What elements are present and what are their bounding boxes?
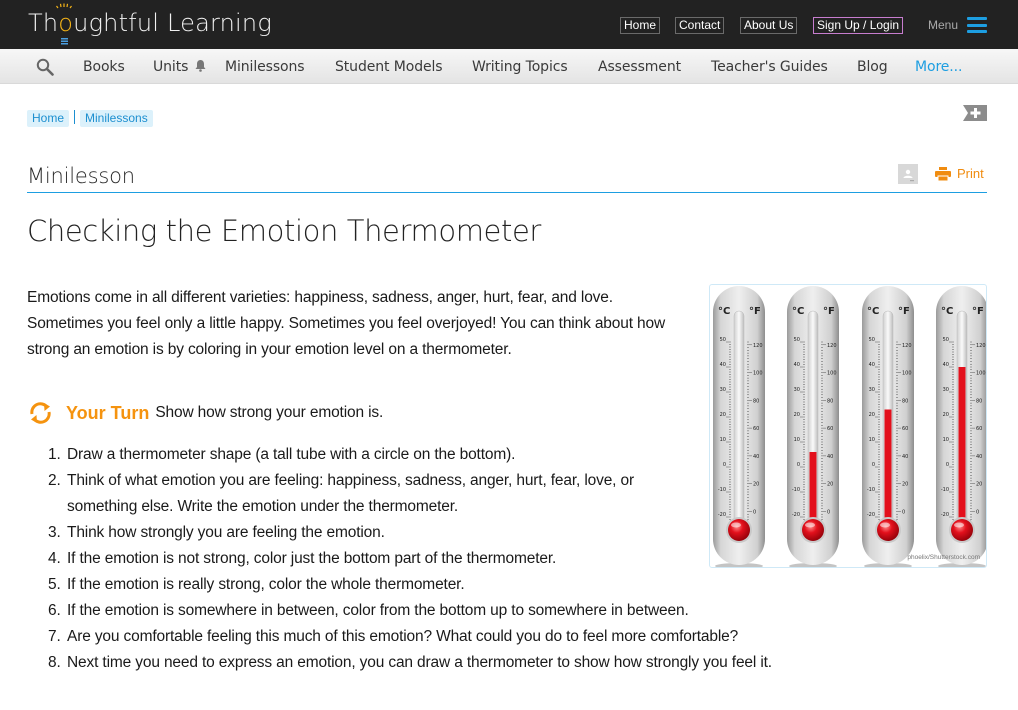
step-item: 7. Are you comfortable feeling this much of this emotion? What could you do to feel more comfortable? <box>48 628 739 645</box>
add-bookmark-icon[interactable] <box>963 105 987 121</box>
svg-text:80: 80 <box>902 398 909 405</box>
svg-text:40: 40 <box>793 362 800 368</box>
svg-text:10: 10 <box>793 437 800 443</box>
svg-text:40: 40 <box>868 362 875 368</box>
breadcrumb-home[interactable]: Home <box>27 110 69 127</box>
lightbulb-icon: o <box>58 9 73 37</box>
light-rays-icon <box>56 3 72 9</box>
svg-text:-10: -10 <box>940 487 949 493</box>
nav-item-student-models[interactable]: Student Models <box>335 59 443 75</box>
svg-text:30: 30 <box>719 387 726 393</box>
step-item: 8. Next time you need to express an emotion, you can draw a thermometer to show how strongly you feel it. <box>48 654 772 671</box>
svg-text:60: 60 <box>902 426 909 433</box>
svg-text:°F: °F <box>972 306 984 317</box>
svg-text:0: 0 <box>945 462 949 468</box>
svg-text:20: 20 <box>976 481 983 488</box>
svg-text:0: 0 <box>722 462 726 468</box>
nav-item-teachers-guides[interactable]: Teacher's Guides <box>711 59 828 75</box>
svg-text:0: 0 <box>871 462 875 468</box>
svg-text:40: 40 <box>827 453 834 460</box>
image-credit: phoelix/Shutterstock.com <box>907 554 980 561</box>
svg-text:-10: -10 <box>791 487 800 493</box>
svg-text:30: 30 <box>793 387 800 393</box>
printer-icon <box>935 167 951 181</box>
step-item: 2. Think of what emotion you are feeling: happiness, sadness, anger, hurt, fear, love, or something else. Write the emotion under the thermometer. <box>48 472 634 515</box>
svg-text:40: 40 <box>942 362 949 368</box>
nav-item-assessment[interactable]: Assessment <box>598 59 681 75</box>
svg-text:20: 20 <box>793 412 800 418</box>
svg-text:-10: -10 <box>866 487 875 493</box>
svg-text:°C: °C <box>867 306 880 317</box>
svg-text:20: 20 <box>827 481 834 488</box>
your-turn-callout <box>27 402 383 424</box>
thermometer-3 <box>862 286 914 568</box>
svg-text:0: 0 <box>796 462 800 468</box>
svg-text:50: 50 <box>868 337 875 343</box>
your-turn-prompt: Show how strong your emotion is. <box>155 404 384 421</box>
intro-paragraph: Emotions come in all different varieties: happiness, sadness, anger, hurt, fear, and love. Sometimes you feel only a little happy. Sometimes you feel overjoyed! You can think about how strong an emotion is by coloring in your emotion level on a thermometer. <box>27 289 666 358</box>
page-heading: Checking the Emotion Thermometer <box>27 214 541 248</box>
section-title: Minilesson <box>27 164 135 188</box>
svg-text:0: 0 <box>902 509 906 516</box>
svg-text:10: 10 <box>719 437 726 443</box>
main-nav <box>0 49 1018 84</box>
nav-item-blog[interactable]: Blog <box>857 59 888 75</box>
svg-text:-20: -20 <box>940 512 949 518</box>
svg-text:100: 100 <box>827 370 837 377</box>
svg-text:80: 80 <box>753 398 760 405</box>
logo-text-start: Th <box>28 9 59 37</box>
svg-text:-10: -10 <box>717 487 726 493</box>
svg-text:0: 0 <box>827 509 831 516</box>
nav-item-more[interactable]: More... <box>915 59 963 75</box>
svg-text:20: 20 <box>753 481 760 488</box>
svg-text:0: 0 <box>976 509 980 516</box>
svg-text:-20: -20 <box>791 512 800 518</box>
top-link-about-us[interactable]: About Us <box>740 17 797 34</box>
bulb-base <box>61 38 68 45</box>
svg-text:120: 120 <box>753 342 763 349</box>
menu-label[interactable]: Menu <box>928 18 959 32</box>
top-link-contact[interactable]: Contact <box>675 17 724 34</box>
step-item: 6. If the emotion is somewhere in between, color from the bottom up to somewhere in between. <box>48 602 689 619</box>
refresh-cycle-icon <box>27 402 54 424</box>
bell-icon <box>195 59 206 72</box>
svg-text:50: 50 <box>719 337 726 343</box>
google-classroom-icon[interactable] <box>898 164 918 184</box>
svg-text:10: 10 <box>942 437 949 443</box>
step-item: 1. Draw a thermometer shape (a tall tube with a circle on the bottom). <box>48 446 516 463</box>
top-bar <box>0 0 1018 49</box>
svg-text:10: 10 <box>868 437 875 443</box>
hamburger-menu-icon[interactable] <box>967 17 987 33</box>
nav-item-units[interactable]: Units <box>153 59 206 75</box>
svg-text:°C: °C <box>792 306 805 317</box>
print-button[interactable] <box>935 166 984 181</box>
steps-list <box>48 442 848 676</box>
svg-text:80: 80 <box>976 398 983 405</box>
nav-item-writing-topics[interactable]: Writing Topics <box>472 59 568 75</box>
top-link-sign-up-login[interactable]: Sign Up / Login <box>813 17 903 34</box>
svg-text:°F: °F <box>823 306 835 317</box>
svg-text:120: 120 <box>902 342 912 349</box>
print-label: Print <box>957 166 984 181</box>
svg-text:40: 40 <box>902 453 909 460</box>
svg-text:120: 120 <box>976 342 986 349</box>
svg-text:120: 120 <box>827 342 837 349</box>
svg-text:80: 80 <box>827 398 834 405</box>
svg-text:100: 100 <box>976 370 986 377</box>
step-item: 5. If the emotion is really strong, color the whole thermometer. <box>48 576 465 593</box>
step-item: 4. If the emotion is not strong, color just the bottom part of the thermometer. <box>48 550 557 567</box>
svg-text:60: 60 <box>827 426 834 433</box>
top-link-home[interactable]: Home <box>620 17 660 34</box>
search-icon[interactable] <box>36 58 54 76</box>
svg-text:0: 0 <box>753 509 757 516</box>
svg-text:50: 50 <box>793 337 800 343</box>
svg-text:20: 20 <box>942 412 949 418</box>
svg-text:60: 60 <box>976 426 983 433</box>
svg-text:20: 20 <box>902 481 909 488</box>
svg-text:°C: °C <box>718 306 731 317</box>
svg-text:-20: -20 <box>717 512 726 518</box>
svg-text:100: 100 <box>753 370 763 377</box>
svg-text:50: 50 <box>942 337 949 343</box>
svg-text:20: 20 <box>719 412 726 418</box>
svg-text:°C: °C <box>941 306 954 317</box>
nav-item-books[interactable]: Books <box>83 59 125 75</box>
svg-text:20: 20 <box>868 412 875 418</box>
breadcrumb-minilessons[interactable]: Minilessons <box>80 110 153 127</box>
svg-text:30: 30 <box>868 387 875 393</box>
svg-text:30: 30 <box>942 387 949 393</box>
svg-text:100: 100 <box>902 370 912 377</box>
svg-text:40: 40 <box>753 453 760 460</box>
thermometer-4 <box>936 286 987 568</box>
svg-text:40: 40 <box>719 362 726 368</box>
svg-text:°F: °F <box>898 306 910 317</box>
logo-text-end: ughtful Learning <box>73 9 272 37</box>
section-divider <box>27 192 987 193</box>
step-item: 3. Think how strongly you are feeling the emotion. <box>48 524 385 541</box>
svg-text:-20: -20 <box>866 512 875 518</box>
svg-text:°F: °F <box>749 306 761 317</box>
nav-item-minilessons[interactable]: Minilessons <box>225 59 305 75</box>
svg-text:40: 40 <box>976 453 983 460</box>
breadcrumb-separator <box>74 110 75 124</box>
svg-text:60: 60 <box>753 426 760 433</box>
your-turn-label: Your Turn <box>66 402 150 423</box>
